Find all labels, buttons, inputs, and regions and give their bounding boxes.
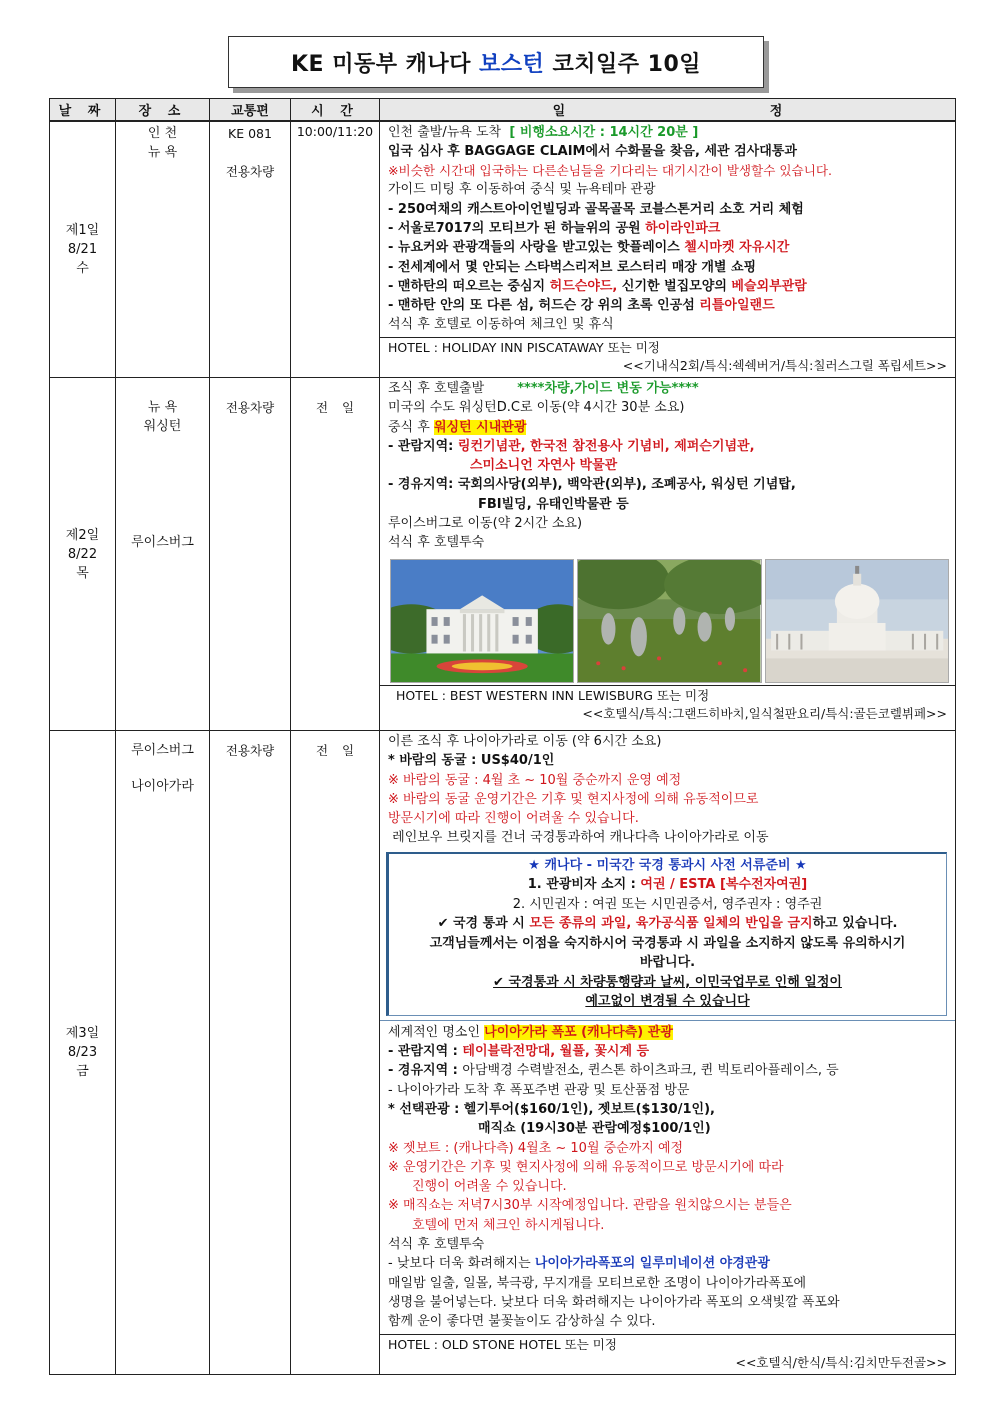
notice-title: ★ 캐나다 - 미국간 국경 통과시 사전 서류준비 ★ <box>528 857 807 873</box>
day3-main-6: 매직쇼 (19시30분 관람예정$100/1인) <box>478 1121 711 1137</box>
day1-line-7: - 뉴요커와 관광객들의 사랑을 받고있는 핫플레이스 첼시마켓 자유시간 <box>388 240 790 256</box>
day2-place-cell <box>116 378 210 731</box>
day2-line-3: 중식 후 워싱턴 시내관광 <box>388 419 527 435</box>
table-header-row <box>50 99 956 121</box>
day2-line-7: FBI빌딩, 유태인박물관 등 <box>478 496 629 512</box>
day3-main-3: - 경유지역 : 아담백경 수력발전소, 퀸스톤 하이츠파크, 퀸 빅토리아플레이스, 등 <box>388 1063 839 1079</box>
day3-weekday: 금 <box>76 1063 89 1079</box>
day3-main-7: ※ 젯보트 : (캐나다측) 4월초 ~ 10월 중순까지 예정 <box>388 1140 684 1156</box>
day1-line-4: 가이드 미팅 후 이동하여 중식 및 뉴욕테마 관광 <box>388 182 656 198</box>
notice-line-visa: 1. 관광비자 소지 : 여권 / ESTA [복수전자여권] <box>527 877 808 893</box>
day3-main-13: - 낮보다 더욱 화려해지는 나이아가라폭포의 일루미네이션 야경관광 <box>388 1256 770 1272</box>
title-highlight: 보스턴 <box>479 51 545 77</box>
header-place: 장 소 <box>116 99 210 121</box>
day2-time: 전 일 <box>315 400 355 415</box>
day1-schedule-cell <box>380 121 956 378</box>
day3-hotel-block <box>380 1334 955 1374</box>
day3-main-16: 함께 운이 좋다면 불꽃놀이도 감상하실 수 있다. <box>388 1314 656 1330</box>
day1-line-1: 인천 출발/뉴욕 도착 [ 비행소요시간 : 14시간 20분 ] <box>388 124 699 140</box>
day2-line-6: - 경유지역: 국회의사당(외부), 백악관(외부), 조폐공사, 워싱턴 기념탑, <box>388 477 796 493</box>
day1-place-1: 인 천 <box>147 125 178 141</box>
day1-line-5: - 250여채의 캐스트아이언빌딩과 골목골목 코블스톤거리 소호 거리 체험 <box>388 201 804 217</box>
korean-war-memorial-photo <box>577 559 761 683</box>
day2-time-cell <box>291 378 380 731</box>
day3-line-1: 이른 조식 후 나이아가라로 이동 (약 6시간 소요) <box>388 734 662 749</box>
day2-date: 8/22 <box>67 546 98 562</box>
document-title <box>228 36 764 88</box>
day3-main-9: 진행이 어려울 수 있습니다. <box>412 1179 567 1195</box>
day3-date: 8/23 <box>67 1044 98 1060</box>
notice-line-change: 예고없이 변경될 수 있습니다 <box>585 994 750 1010</box>
notice-line-caution: 고객님들께서는 이점을 숙지하시어 국경통과 시 과일을 소지하지 않도록 유의하시기 <box>429 935 906 951</box>
border-crossing-notice <box>386 852 947 1016</box>
day2-hotel-block <box>380 685 955 725</box>
day3-place-1: 루이스버그 <box>131 743 194 758</box>
day3-vehicle: 전용차량 <box>225 743 275 758</box>
day2-schedule-cell <box>380 378 956 731</box>
day2-vehicle: 전용차량 <box>225 400 275 415</box>
header-day: 날 짜 <box>50 99 116 121</box>
table-row-day3 <box>50 731 956 1375</box>
day1-place-cell <box>116 121 210 378</box>
day1-date: 8/21 <box>67 241 98 257</box>
day1-line-11: 석식 후 호텔로 이동하여 체크인 및 휴식 <box>388 317 614 333</box>
day1-line-6: - 서울로7017의 모티브가 된 하늘위의 공원 하이라인파크 <box>388 220 721 236</box>
notice-line-caution-end: 바랍니다. <box>639 955 696 971</box>
day1-label: 제1일 <box>65 222 100 238</box>
day3-line-6: 레인보우 브릿지를 건너 국경통과하여 캐나다측 나이아가라로 이동 <box>388 830 769 846</box>
day3-main-14: 매일밤 일출, 일몰, 북극광, 무지개를 모티브로한 조명이 나이아가라폭포에 <box>388 1275 807 1291</box>
day2-label: 제2일 <box>65 527 100 543</box>
day1-hotel-block <box>380 337 955 377</box>
day2-place-3: 루이스버그 <box>131 535 194 550</box>
header-transport: 교통편 <box>210 99 291 121</box>
day1-line-3: ※비슷한 시간대 입국하는 다른손님들을 기다리는 대기시간이 발생할수 있습니다. <box>388 163 833 179</box>
day2-line-4: - 관람지역: 링컨기념관, 한국전 참전용사 기념비, 제퍼슨기념관, <box>388 438 755 454</box>
day2-line-8: 루이스버그로 이동(약 2시간 소요) <box>388 516 583 532</box>
day2-hotel: HOTEL : BEST WESTERN INN LEWISBURG 또는 미정 <box>396 687 710 703</box>
day3-main-12: 석식 후 호텔투숙 <box>388 1237 485 1253</box>
notice-line-traffic: ✔ 국경통과 시 차량통행량과 날씨, 이민국업무로 인해 일정이 <box>493 974 842 990</box>
day3-transport-cell <box>210 731 291 1375</box>
day1-transport-cell <box>210 121 291 378</box>
day1-line-9: - 맨하탄의 떠오르는 중심지 허드슨야드, 신기한 벌집모양의 베슬외부관람 <box>388 278 807 294</box>
day3-main-1: 세계적인 명소인 나이아가라 폭포 (캐나다측) 관광 <box>388 1024 673 1040</box>
day2-line-2: 미국의 수도 워싱턴D.C로 이동(약 4시간 30분 소요) <box>388 400 685 416</box>
itinerary-table <box>49 98 956 1375</box>
day3-main-2: - 관람지역 : 테이블락전망대, 월풀, 꽃시계 등 <box>388 1044 650 1060</box>
day2-transport-cell <box>210 378 291 731</box>
table-row-day1 <box>50 121 956 378</box>
notice-line-fruit: ✔ 국경 통과 시 모든 종류의 과일, 육가공식품 일체의 반입을 금지하고 있습니다. <box>437 916 898 932</box>
day3-main-11: 호텔에 먼저 체크인 하시게됩니다. <box>412 1217 605 1233</box>
day1-place-2: 뉴 욕 <box>147 144 178 160</box>
day1-line-10: - 맨하탄 안의 또 다른 섬, 허드슨 강 위의 초록 인공섬 리틀아일랜드 <box>388 298 775 314</box>
day3-place-2: 나이아가라 <box>131 779 194 794</box>
day1-hotel: HOTEL : HOLIDAY INN PISCATAWAY 또는 미정 <box>388 339 660 355</box>
day1-time-cell <box>291 121 380 378</box>
day2-weekday: 목 <box>76 565 89 581</box>
day3-label: 제3일 <box>65 1025 100 1041</box>
day3-main-15: 생명을 불어넣는다. 낮보다 더욱 화려해지는 나이아가라 폭포의 오색빛깔 폭포와 <box>388 1294 840 1310</box>
day3-time-cell <box>291 731 380 1375</box>
day1-line-8: - 전세계에서 몇 안되는 스타벅스리저브 로스터리 매장 개별 쇼핑 <box>388 259 757 275</box>
day3-line-5: 방문시기에 따라 진행이 어려울 수 있습니다. <box>388 811 639 827</box>
capitol-photo <box>765 559 949 683</box>
day3-main-10: ※ 매직쇼는 저녁7시30부 시작예정입니다. 관람을 원치않으시는 분들은 <box>388 1198 792 1214</box>
title-prefix: KE 미동부 캐나다 <box>290 51 480 77</box>
day3-line-4: ※ 바람의 동굴 운영기간은 기후 및 현지사정에 의해 유동적이므로 <box>388 791 759 807</box>
day1-date-cell <box>50 121 116 378</box>
day3-schedule-cell <box>380 731 956 1375</box>
day2-place-1: 뉴 욕 <box>147 400 178 415</box>
day3-line-2: * 바람의 동굴 : US$40/1인 <box>388 753 555 769</box>
day3-main-5: * 선택관광 : 헬기투어($160/1인), 젯보트($130/1인), <box>388 1101 715 1117</box>
day3-main-8: ※ 운영기간은 기후 및 현지사정에 의해 유동적이므로 방문시기에 따라 <box>388 1159 784 1175</box>
day1-time: 10:00/11:20 <box>296 123 374 139</box>
day3-main-4: - 나이아가라 도착 후 폭포주변 관광 및 토산품점 방문 <box>388 1082 690 1098</box>
day1-line-2: 입국 심사 후 BAGGAGE CLAIM에서 수화물을 찾음, 세관 검사대통과 <box>388 143 797 159</box>
day1-flight: KE 081 <box>228 125 272 141</box>
day3-date-cell <box>50 731 116 1375</box>
header-time: 시 간 <box>291 99 380 121</box>
header-schedule: 일 정 <box>380 99 956 121</box>
day2-place-2: 워싱턴 <box>143 419 182 434</box>
day3-place-cell <box>116 731 210 1375</box>
day3-line-3: ※ 바람의 동굴 : 4월 초 ~ 10월 중순까지 운영 예정 <box>388 772 682 788</box>
day3-time: 전 일 <box>315 743 355 758</box>
day2-photo-strip <box>380 553 955 685</box>
day1-vehicle: 전용차량 <box>225 163 275 179</box>
day2-line-5: 스미소니언 자연사 박물관 <box>470 458 618 474</box>
notice-line-citizen: 2. 시민권자 : 여권 또는 시민권증서, 영주권자 : 영주권 <box>512 896 823 912</box>
title-suffix: 코치일주 10일 <box>544 51 702 77</box>
day2-meal: <<호텔식/특식:그랜드히바치,일식철판요리/특식:골든코렐뷔페>> <box>582 705 947 721</box>
day1-weekday: 수 <box>76 260 89 276</box>
day2-line-9: 석식 후 호텔투숙 <box>388 535 485 551</box>
day2-line-1: 조식 후 호텔출발 ****차량,가이드 변동 가능**** <box>388 381 699 396</box>
day3-meal: <<호텔식/한식/특식:김치만두전골>> <box>735 1354 947 1370</box>
table-row-day2 <box>50 378 956 731</box>
day1-meal: <<기내식2회/특식:쉑쉑버거/특식:칠러스그릴 폭립세트>> <box>622 357 947 373</box>
day2-date-cell <box>50 378 116 731</box>
white-house-photo <box>390 559 574 683</box>
day3-hotel: HOTEL : OLD STONE HOTEL 또는 미정 <box>388 1336 617 1352</box>
